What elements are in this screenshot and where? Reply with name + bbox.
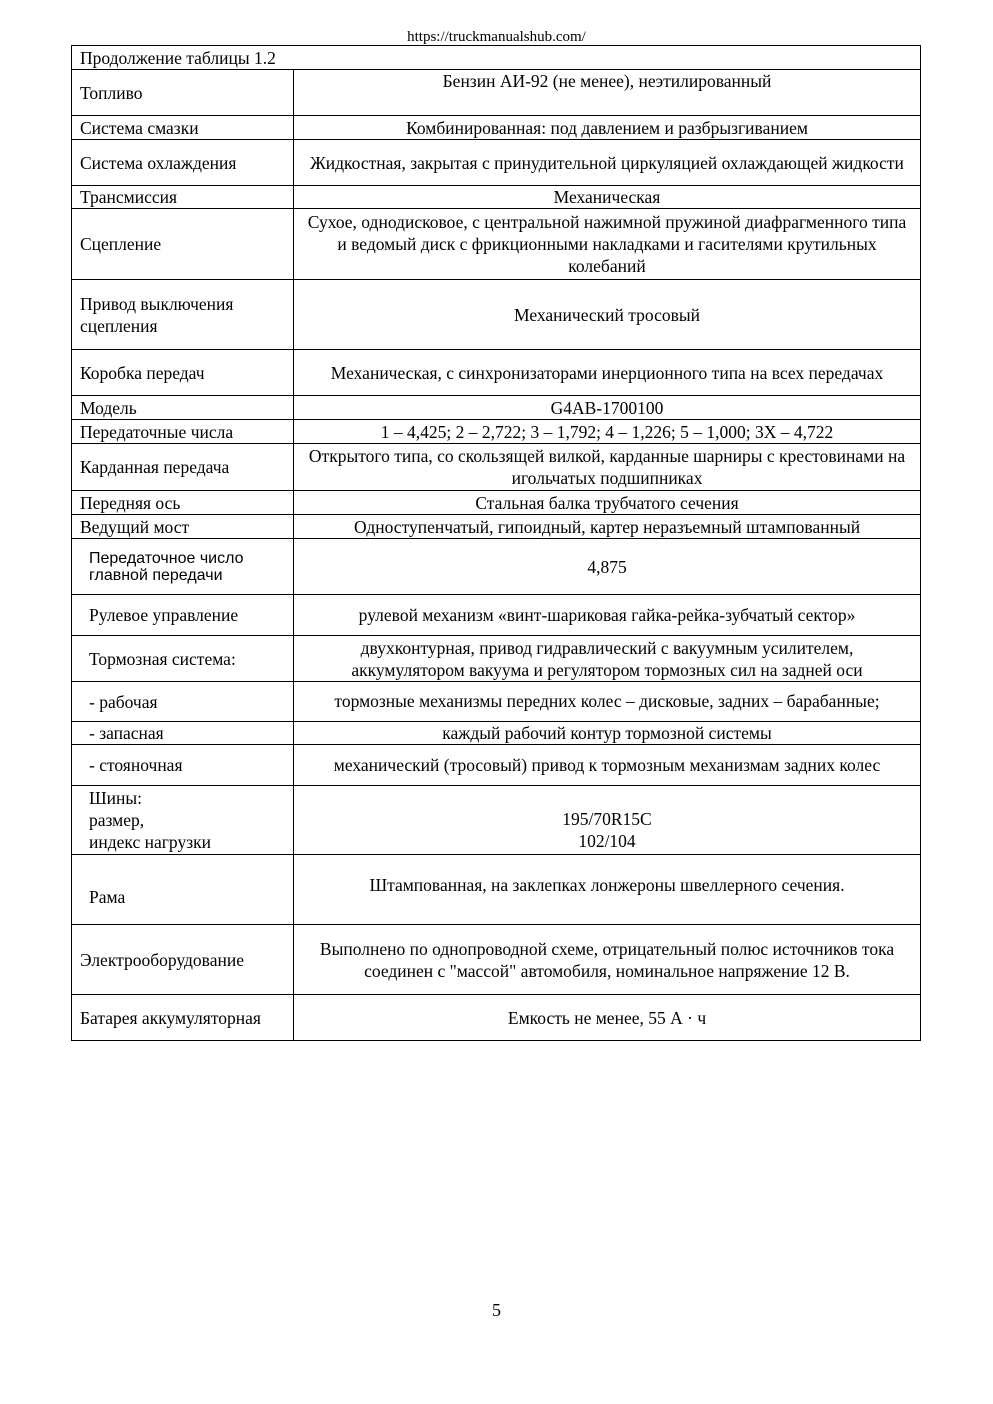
table-row [72, 140, 921, 186]
param-cell: Батарея аккумуляторная [72, 995, 294, 1041]
table-caption-row [72, 46, 921, 70]
table-row [72, 420, 921, 444]
table-row [72, 925, 921, 995]
table-row [72, 444, 921, 491]
param-cell: Рулевое управление [72, 595, 294, 636]
param-cell: Передаточные числа [72, 420, 294, 444]
param-cell: Трансмиссия [72, 186, 294, 209]
table-row [72, 855, 921, 925]
value-cell: механический (тросовый) привод к тормозным механизмам задних колес [294, 745, 921, 786]
value-cell: двухконтурная, привод гидравлический с вакуумным усилителем, аккумулятором вакуума и регулятором тормозных сил на задней оси [294, 636, 921, 682]
table-row [72, 280, 921, 350]
table-row [72, 209, 921, 280]
tire-size-label: размер, [89, 810, 145, 830]
param-cell: Передаточное число главной передачи [72, 539, 294, 595]
value-cell: Бензин АИ-92 (не менее), неэтилированный [294, 70, 921, 116]
table-row [72, 595, 921, 636]
param-cell: - запасная [72, 722, 294, 745]
param-cell: - рабочая [72, 682, 294, 722]
table-row [72, 539, 921, 595]
value-cell [294, 786, 921, 855]
tire-load-index-label: индекс нагрузки [89, 832, 211, 852]
tire-size-value: 195/70R15C [562, 809, 652, 829]
value-cell: Механическая, с синхронизаторами инерционного типа на всех передачах [294, 350, 921, 396]
page-number: 5 [492, 1300, 501, 1320]
value-cell: Механическая [294, 186, 921, 209]
value-cell: Открытого типа, со скользящей вилкой, карданные шарниры с крестовинами на игольчатых подшипниках [294, 444, 921, 491]
value-cell: каждый рабочий контур тормозной системы [294, 722, 921, 745]
value-cell: G4AB-1700100 [294, 396, 921, 420]
value-cell: 1 – 4,425; 2 – 2,722; 3 – 1,792; 4 – 1,226; 5 – 1,000; 3Х – 4,722 [294, 420, 921, 444]
table-row [72, 70, 921, 116]
param-cell: Передняя ось [72, 491, 294, 515]
table-row [72, 722, 921, 745]
param-cell [72, 786, 294, 855]
table-caption: Продолжение таблицы 1.2 [72, 46, 921, 70]
param-cell: Коробка передач [72, 350, 294, 396]
value-cell: Выполнено по однопроводной схеме, отрицательный полюс источников тока соединен с "массой" автомобиля, номинальное напряжение 12 В. [294, 925, 921, 995]
tire-load-index-value: 102/104 [578, 831, 636, 851]
param-cell: Тормозная система: [72, 636, 294, 682]
param-cell: Электрооборудование [72, 925, 294, 995]
table-row [72, 786, 921, 855]
table-row [72, 515, 921, 539]
tire-label-line: Шины: [89, 788, 143, 808]
value-cell: Комбинированная: под давлением и разбрызгиванием [294, 116, 921, 140]
param-cell: Модель [72, 396, 294, 420]
param-cell: Привод выключения сцепления [72, 280, 294, 350]
param-cell: Сцепление [72, 209, 294, 280]
value-cell: Емкость не менее, 55 А · ч [294, 995, 921, 1041]
spec-table [71, 45, 921, 1041]
value-cell: Штампованная, на заклепках лонжероны швеллерного сечения. [294, 855, 921, 925]
value-cell: 4,875 [294, 539, 921, 595]
table-row [72, 396, 921, 420]
table-row [72, 682, 921, 722]
table-row [72, 745, 921, 786]
table-row [72, 995, 921, 1041]
value-cell: Сухое, однодисковое, с центральной нажимной пружиной диафрагменного типа и ведомый диск с фрикционными накладками и гасителями крутильных колебаний [294, 209, 921, 280]
table-row [72, 186, 921, 209]
value-cell: Жидкостная, закрытая с принудительной циркуляцией охлаждающей жидкости [294, 140, 921, 186]
header-url: https://truckmanualshub.com/ [407, 29, 586, 45]
value-cell: рулевой механизм «винт-шариковая гайка-рейка-зубчатый сектор» [294, 595, 921, 636]
table-row [72, 491, 921, 515]
value-cell: тормозные механизмы передних колес – дисковые, задних – барабанные; [294, 682, 921, 722]
table-row [72, 350, 921, 396]
value-cell: Одноступенчатый, гипоидный, картер неразъемный штампованный [294, 515, 921, 539]
table-row [72, 636, 921, 682]
param-cell: Топливо [72, 70, 294, 116]
param-cell: - стояночная [72, 745, 294, 786]
param-cell: Рама [72, 855, 294, 925]
param-cell: Система охлаждения [72, 140, 294, 186]
value-cell: Стальная балка трубчатого сечения [294, 491, 921, 515]
value-cell: Механический тросовый [294, 280, 921, 350]
param-cell: Ведущий мост [72, 515, 294, 539]
table-row [72, 116, 921, 140]
param-cell: Карданная передача [72, 444, 294, 491]
param-cell: Система смазки [72, 116, 294, 140]
